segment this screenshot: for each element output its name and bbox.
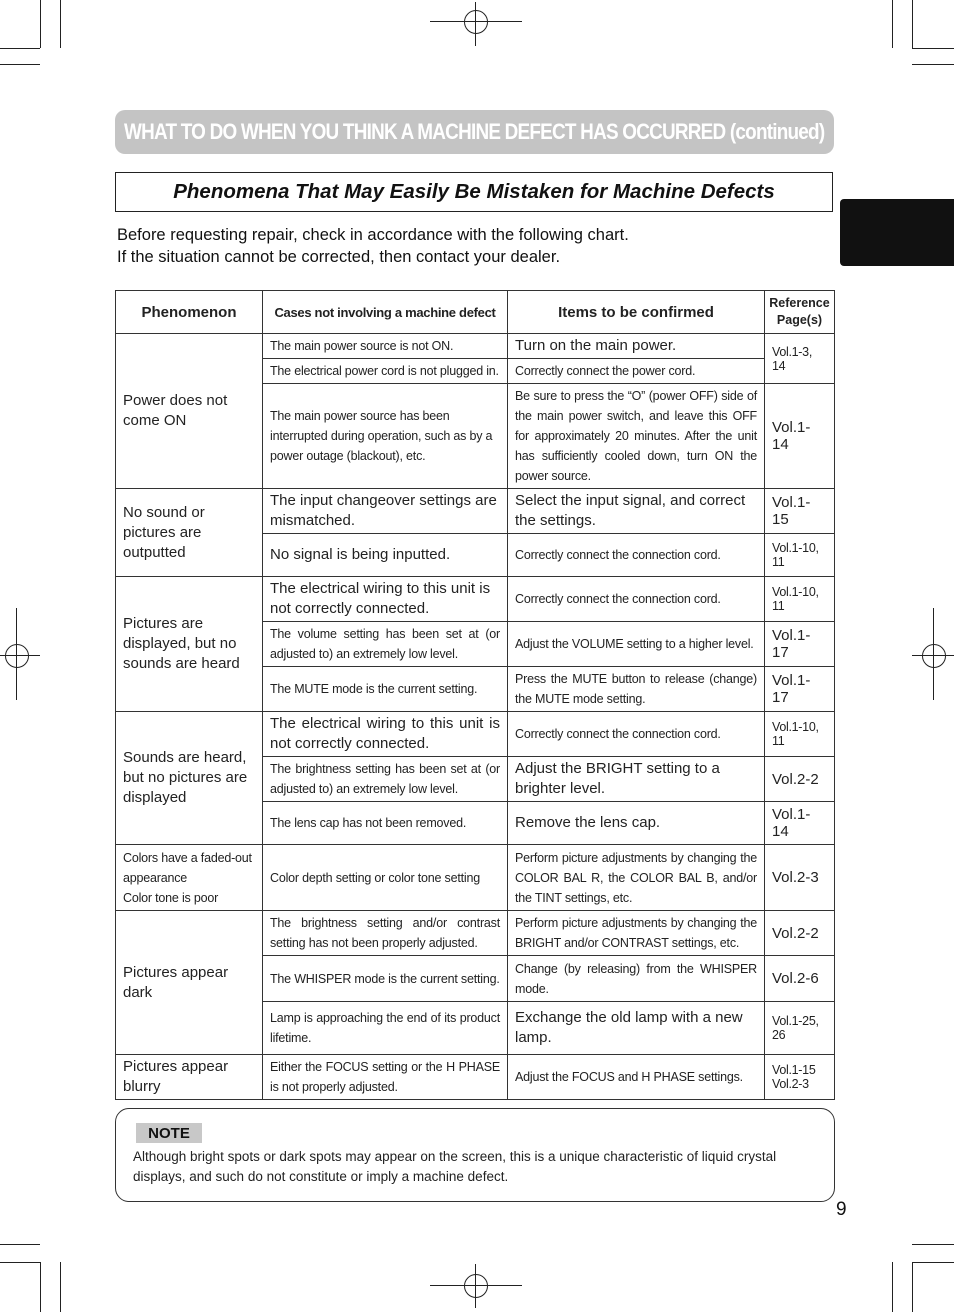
- case-cell: Either the FOCUS setting or the H PHASE is not properly adjusted.: [263, 1055, 508, 1100]
- item-cell: Correctly connect the connection cord.: [508, 577, 765, 622]
- case-cell: Lamp is approaching the end of its product lifetime.: [263, 1002, 508, 1055]
- phenomenon-cell: No sound or pictures are outputted: [116, 489, 263, 577]
- ref-cell: Vol.1-17: [765, 622, 835, 667]
- case-cell: The volume setting has been set at (or adjusted to) an extremely low level.: [263, 622, 508, 667]
- item-cell: Perform picture adjustments by changing the BRIGHT and/or CONTRAST settings, etc.: [508, 911, 765, 956]
- section-title: Phenomena That May Easily Be Mistaken for Machine Defects: [173, 180, 775, 203]
- ref-cell: Vol.2-2: [765, 757, 835, 802]
- ref-cell: Vol.1-10, 11: [765, 534, 835, 577]
- ref-cell: Vol.1-10, 11: [765, 577, 835, 622]
- ref-line-1: Vol.1-15: [772, 1063, 816, 1077]
- ref-cell: Vol.2-2: [765, 911, 835, 956]
- header-phenomenon: Phenomenon: [116, 291, 263, 334]
- troubleshooting-table: [115, 290, 835, 1100]
- case-cell: The main power source has been interrupted during operation, such as by a power outage (blackout), etc.: [263, 384, 508, 489]
- item-cell: Correctly connect the connection cord.: [508, 534, 765, 577]
- item-cell: Press the MUTE button to release (change) the MUTE mode setting.: [508, 667, 765, 712]
- case-cell: The input changeover settings are mismatched.: [263, 489, 508, 534]
- header-title: WHAT TO DO WHEN YOU THINK A MACHINE DEFECT HAS OCCURRED (continued): [124, 119, 825, 144]
- item-cell: Adjust the BRIGHT setting to a brighter level.: [508, 757, 765, 802]
- table-row: [116, 489, 835, 534]
- case-cell: The brightness setting has been set at (or adjusted to) an extremely low level.: [263, 757, 508, 802]
- item-cell: Adjust the VOLUME setting to a higher level.: [508, 622, 765, 667]
- ref-cell: Vol.1-25, 26: [765, 1002, 835, 1055]
- ref-line-2: Vol.2-3: [772, 1077, 809, 1091]
- table-row: [116, 911, 835, 956]
- item-cell: Correctly connect the connection cord.: [508, 712, 765, 757]
- ref-cell: Vol.1-3, 14: [765, 334, 835, 384]
- phenomenon-cell: Pictures appear dark: [116, 911, 263, 1055]
- ref-cell: Vol.2-3: [765, 845, 835, 911]
- table-header-row: [116, 291, 835, 334]
- phenomenon-cell: Pictures are displayed, but no sounds are heard: [116, 577, 263, 712]
- ref-cell: Vol.2-6: [765, 956, 835, 1002]
- table-row: [116, 845, 835, 911]
- phenomenon-cell: Power does not come ON: [116, 334, 263, 489]
- case-cell: The main power source is not ON.: [263, 334, 508, 359]
- case-cell: The WHISPER mode is the current setting.: [263, 956, 508, 1002]
- item-cell: Turn on the main power.: [508, 334, 765, 359]
- phenomenon-cell: Sounds are heard, but no pictures are displayed: [116, 712, 263, 845]
- case-cell: The MUTE mode is the current setting.: [263, 667, 508, 712]
- header-reference: Reference Page(s): [765, 291, 835, 334]
- intro-line-1: Before requesting repair, check in accordance with the following chart.: [117, 226, 629, 244]
- case-cell: Color depth setting or color tone setting: [263, 845, 508, 911]
- header-cases: Cases not involving a machine defect: [263, 291, 508, 334]
- case-cell: The lens cap has not been removed.: [263, 802, 508, 845]
- ref-cell: Vol.1-15: [765, 489, 835, 534]
- phenomenon-line-1: Colors have a faded-out appearance: [123, 850, 252, 885]
- item-cell: Perform picture adjustments by changing the COLOR BAL R, the COLOR BAL B, and/or the TINT settings, etc.: [508, 845, 765, 911]
- table-row: [116, 1055, 835, 1100]
- intro-line-2: If the situation cannot be corrected, then contact your dealer.: [117, 248, 561, 266]
- case-cell: No signal is being inputted.: [263, 534, 508, 577]
- header-items: Items to be confirmed: [508, 291, 765, 334]
- note-text: Although bright spots or dark spots may appear on the screen, this is a unique characteristic of liquid crystal displays, and such do not constitute or imply a machine defect.: [133, 1149, 777, 1184]
- table-row: [116, 712, 835, 757]
- item-cell: Remove the lens cap.: [508, 802, 765, 845]
- case-cell: The electrical wiring to this unit is not correctly connected.: [263, 712, 508, 757]
- item-cell: Change (by releasing) from the WHISPER mode.: [508, 956, 765, 1002]
- case-cell: The brightness setting and/or contrast setting has not been properly adjusted.: [263, 911, 508, 956]
- ref-cell: Vol.1-14: [765, 384, 835, 489]
- case-cell: The electrical power cord is not plugged in.: [263, 359, 508, 384]
- table-row: [116, 577, 835, 622]
- ref-cell: [765, 1055, 835, 1100]
- table-row: [116, 334, 835, 359]
- side-tab: [840, 199, 954, 266]
- ref-cell: Vol.1-10, 11: [765, 712, 835, 757]
- case-cell: The electrical wiring to this unit is not correctly connected.: [263, 577, 508, 622]
- item-cell: Exchange the old lamp with a new lamp.: [508, 1002, 765, 1055]
- ref-cell: Vol.1-17: [765, 667, 835, 712]
- item-cell: Correctly connect the power cord.: [508, 359, 765, 384]
- item-cell: Select the input signal, and correct the settings.: [508, 489, 765, 534]
- page-number: 9: [836, 1199, 847, 1220]
- item-cell: Adjust the FOCUS and H PHASE settings.: [508, 1055, 765, 1100]
- item-cell: Be sure to press the “O” (power OFF) side of the main power switch, and leave this OFF for approximately 20 minutes. After the unit has sufficiently cooled down, turn ON the power source.: [508, 384, 765, 489]
- header-banner: [115, 110, 834, 154]
- section-title-box: [115, 172, 833, 212]
- phenomenon-cell: Pictures appear blurry: [116, 1055, 263, 1100]
- phenomenon-line-2: Color tone is poor: [123, 890, 219, 905]
- intro-text: [117, 224, 629, 268]
- ref-cell: Vol.1-14: [765, 802, 835, 845]
- phenomenon-cell: [116, 845, 263, 911]
- note-label: NOTE: [136, 1123, 202, 1143]
